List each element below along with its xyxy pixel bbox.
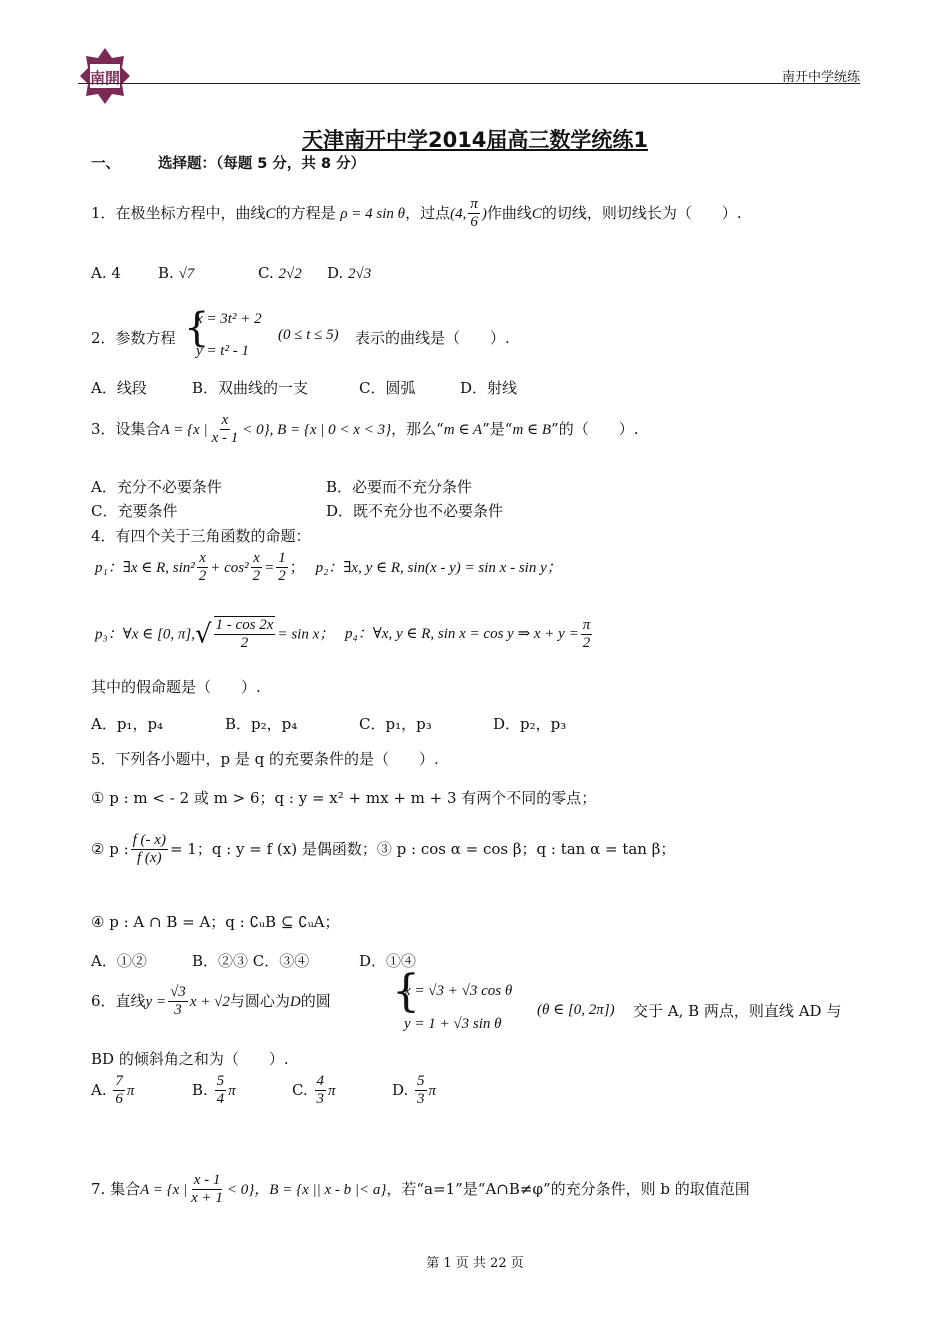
q7-frac-num: x - 1	[192, 1172, 223, 1190]
q1-point-b: )	[481, 205, 487, 222]
q5-item-4: ④ p : A ∩ B = A；q : ∁ᵤB ⊆ ∁ᵤA；	[91, 913, 340, 931]
q5-frac-num: f (- x)	[131, 832, 168, 850]
q7-a-def: A = {x |	[140, 1181, 188, 1198]
q6-opt-d-frac	[415, 1073, 427, 1109]
q1-curve-c: C	[265, 205, 276, 222]
q6-opt-a-label: A.	[91, 1080, 107, 1099]
q7-frac-den: x + 1	[191, 1190, 223, 1207]
q2-option-c: C．圆弧	[359, 379, 416, 397]
q1-option-b	[158, 264, 194, 283]
q4-p3-frac-num: 1 - cos 2x	[214, 617, 276, 635]
logo-icon	[78, 46, 132, 106]
q6-opt-a-pi: π	[126, 1082, 135, 1099]
q1-equation: ρ = 4 sin θ	[340, 205, 406, 222]
q3-m-in-a: m ∈ A	[443, 421, 483, 438]
q4-p3-frac-den: 2	[240, 635, 249, 652]
q4-option-c: C．p₁，p₃	[359, 715, 432, 733]
q5-i2-b: = 1；q : y = f (x) 是偶函数；③ p : cos α = cos β；q : tan α = tan β；	[169, 839, 676, 858]
q6-mid2: 的圆	[300, 991, 331, 1010]
q2-option-d: D．射线	[460, 379, 518, 397]
q6-opt-b-label: B.	[192, 1080, 208, 1099]
q6-eq2: y = 1 + √3 sin θ	[404, 1016, 502, 1032]
q1-opt-c-value: 2√2	[278, 266, 302, 282]
q6-opt-d-label: D.	[392, 1080, 409, 1099]
q1-fraction	[468, 196, 480, 232]
logo-text: 南開	[89, 69, 121, 87]
q6-option-c	[292, 1073, 336, 1109]
q7-a-tail: < 0}	[226, 1181, 255, 1198]
q4-p1-frac3-den: 2	[278, 568, 286, 585]
q4-p1: p₁：∃x ∈ R, sin² $\frac{x}{2}$ + cos² $\frac{x}{2}$ = $\frac{1}{2}$ ； p₂：∃x, y ∈ R, sin(x - y) = sin x - sin y；	[95, 550, 562, 585]
q4-p1-frac3-num: 1	[276, 550, 288, 568]
q1-stem-e: 的切线，则切线长为（ ）.	[541, 203, 742, 222]
q2-option-b: B．双曲线的一支	[192, 379, 309, 397]
q6-frac-num: √3	[168, 984, 188, 1002]
q4-stem: 4．有四个关于三角函数的命题：	[91, 527, 311, 545]
q3-option-b: B．必要而不充分条件	[326, 478, 473, 496]
q6-fraction	[168, 984, 188, 1020]
q6-opt-b-pi: π	[228, 1082, 236, 1099]
q6-range: (θ ∈ [0, 2π])	[537, 1002, 615, 1018]
q6-y-eq: y =	[145, 993, 167, 1010]
q4-p1-frac1	[197, 550, 209, 586]
q6-line-tail: x + √2	[189, 993, 230, 1010]
q3-a-def: A = {x |	[160, 421, 208, 438]
q6-stem: 6．直线	[91, 991, 146, 1010]
q6-brace: {	[392, 966, 420, 1017]
q6-eq1: x = √3 + √3 cos θ	[404, 983, 513, 999]
q4-p3-tail: = sin x；	[277, 626, 335, 643]
q4-option-a: A．p₁，p₄	[91, 715, 164, 733]
q1-curve-c2: C	[531, 205, 542, 222]
page-footer: 第 1 页 共 22 页	[426, 1256, 524, 1271]
header-school-label: 南开中学统练	[781, 70, 860, 85]
q3-stem: 3．设集合	[91, 419, 161, 438]
q5-item-2-3	[91, 832, 675, 868]
q5-option-a: A．①②	[91, 952, 147, 970]
q3-frac-den: x - 1	[211, 430, 239, 447]
q7-fraction	[189, 1172, 225, 1208]
page-title: 天津南开中学2014届高三数学统练1	[301, 128, 649, 152]
q4-p1-frac2	[251, 550, 263, 586]
q2-range: (0 ≤ t ≤ 5)	[278, 327, 339, 343]
q6-mid: 与圆心为	[229, 991, 290, 1010]
q1-frac-num: π	[468, 196, 480, 214]
q4-p2: p₂：∃x, y ∈ R, sin(x - y) = sin x - sin y；	[315, 559, 562, 576]
section-number: 一、	[91, 156, 120, 172]
q6-opt-b-num: 5	[215, 1073, 227, 1091]
q1-point-a: (4,	[450, 205, 467, 222]
q6-opt-a-den: 6	[115, 1091, 123, 1108]
q1-stem-a: 1．在极坐标方程中，曲线	[91, 203, 266, 222]
q6-option-a	[91, 1073, 134, 1109]
q4-p1-frac1-num: x	[197, 550, 208, 568]
header-divider	[78, 83, 860, 84]
q5-item-1: ① p : m < - 2 或 m > 6；q : y = x² + mx + m + 3 有两个不同的零点；	[91, 789, 597, 807]
q4-p1-frac2-den: 2	[252, 568, 261, 585]
q2-option-a: A．线段	[91, 379, 147, 397]
q6-opt-d-den: 3	[417, 1091, 425, 1108]
q4-false-question: 其中的假命题是（ ）.	[91, 678, 261, 696]
q6-opt-b-den: 4	[216, 1091, 225, 1108]
q7-stem: 7. 集合	[91, 1179, 141, 1198]
q2-stem: 2．参数方程	[91, 329, 176, 347]
q1-opt-b-value: √7	[178, 266, 195, 282]
school-logo	[78, 46, 132, 106]
q3-end: ”的（ ）.	[551, 419, 639, 438]
q4-option-d: D．p₂，p₃	[493, 715, 567, 733]
q2-eq2: y = t² - 1	[196, 343, 249, 359]
q6-opt-d-num: 5	[415, 1073, 427, 1091]
q3-frac-num: x	[220, 412, 231, 430]
q6-line2: BD 的倾斜角之和为（ ）.	[91, 1050, 289, 1068]
q6-opt-d-pi: π	[428, 1082, 437, 1099]
q1-frac-den: 6	[470, 214, 478, 231]
q4-p1-c: =	[264, 559, 275, 576]
q4-p3-frac	[214, 616, 276, 653]
question-7	[91, 1172, 750, 1208]
q5-frac-den: f (x)	[137, 850, 162, 867]
q3-option-a: A．充分不必要条件	[91, 478, 222, 496]
q1-opt-d-value: 2√3	[348, 266, 372, 282]
q1-stem-c: ，过点	[405, 203, 451, 222]
q4-p3-p4	[95, 616, 594, 653]
question-6	[91, 984, 331, 1020]
question-3	[91, 412, 638, 448]
q5-i2-a: ② p :	[91, 839, 129, 858]
section-label: 选择题：（每题 5 分，共 8 分）	[158, 156, 366, 172]
q6-opt-c-label: C.	[292, 1080, 308, 1099]
q2-eq1: x = 3t² + 2	[196, 311, 262, 327]
q6-opt-c-frac	[315, 1073, 327, 1109]
q4-p1-frac3	[276, 550, 288, 586]
question-1	[91, 196, 742, 232]
q5-option-bc: B．②③ C．③④	[192, 952, 310, 970]
q6-opt-a-frac	[113, 1073, 125, 1109]
q1-opt-c-label: C.	[258, 264, 274, 282]
q4-p1-frac1-den: 2	[198, 568, 207, 585]
q3-m-in-b: m ∈ B	[512, 421, 552, 438]
q6-d: D	[289, 993, 301, 1010]
q4-p1-frac2-num: x	[251, 550, 262, 568]
q1-option-c	[258, 264, 302, 283]
q6-option-b	[192, 1073, 236, 1109]
q1-opt-d-label: D.	[327, 264, 344, 282]
q6-option-d	[392, 1073, 436, 1109]
q4-p3-a: p₃：∀x ∈ [0, π],	[95, 626, 195, 643]
q7-tail: ，若“a=1”是“A∩B≠φ”的充分条件，则 b 的取值范围	[386, 1179, 750, 1198]
q4-p4-frac-num: π	[581, 617, 593, 635]
q6-opt-b-frac	[215, 1073, 227, 1109]
q6-frac-den: 3	[174, 1002, 182, 1019]
q1-stem-b: 的方程是	[275, 203, 336, 222]
q6-tail: 交于 A, B 两点，则直线 AD 与	[633, 1002, 842, 1020]
q6-opt-a-num: 7	[113, 1073, 125, 1091]
q5-fraction	[131, 832, 168, 868]
q4-p1-a: p₁：∃x ∈ R, sin²	[95, 559, 195, 576]
q6-opt-c-pi: π	[328, 1082, 336, 1099]
q2-tail: 表示的曲线是（ ）.	[355, 329, 510, 347]
q2-brace: {	[184, 305, 210, 351]
q6-opt-c-den: 3	[316, 1091, 324, 1108]
q1-opt-b-label: B.	[158, 264, 174, 282]
q4-sqrt-sign: √	[194, 619, 212, 650]
q7-b-def: ，B = {x || x - b |< a}	[254, 1181, 387, 1198]
q4-p4-frac	[581, 617, 593, 653]
q1-option-a: A. 4	[91, 264, 121, 282]
q4-option-b: B．p₂，p₄	[225, 715, 298, 733]
q3-a-tail: < 0}, B = {x | 0 < x < 3}	[242, 421, 392, 438]
q3-mid: ，那么“	[391, 419, 444, 438]
q3-fraction	[210, 412, 241, 448]
q4-p4-frac-den: 2	[582, 634, 591, 651]
q3-option-c: C．充要条件	[91, 502, 178, 520]
q3-option-d: D．既不充分也不必要条件	[326, 502, 504, 520]
q6-opt-c-num: 4	[315, 1073, 327, 1091]
q3-mid2: ”是“	[482, 419, 513, 438]
q1-option-d	[327, 264, 371, 283]
q4-p4: p₄：∀x, y ∈ R, sin x = cos y ⇒ x + y =	[345, 626, 579, 643]
q1-stem-d: 作曲线	[486, 203, 532, 222]
q4-p1-b: + cos²	[210, 559, 249, 576]
q5-stem: 5．下列各小题中，p 是 q 的充要条件的是（ ）.	[91, 750, 439, 768]
q5-option-d: D．①④	[359, 952, 417, 970]
